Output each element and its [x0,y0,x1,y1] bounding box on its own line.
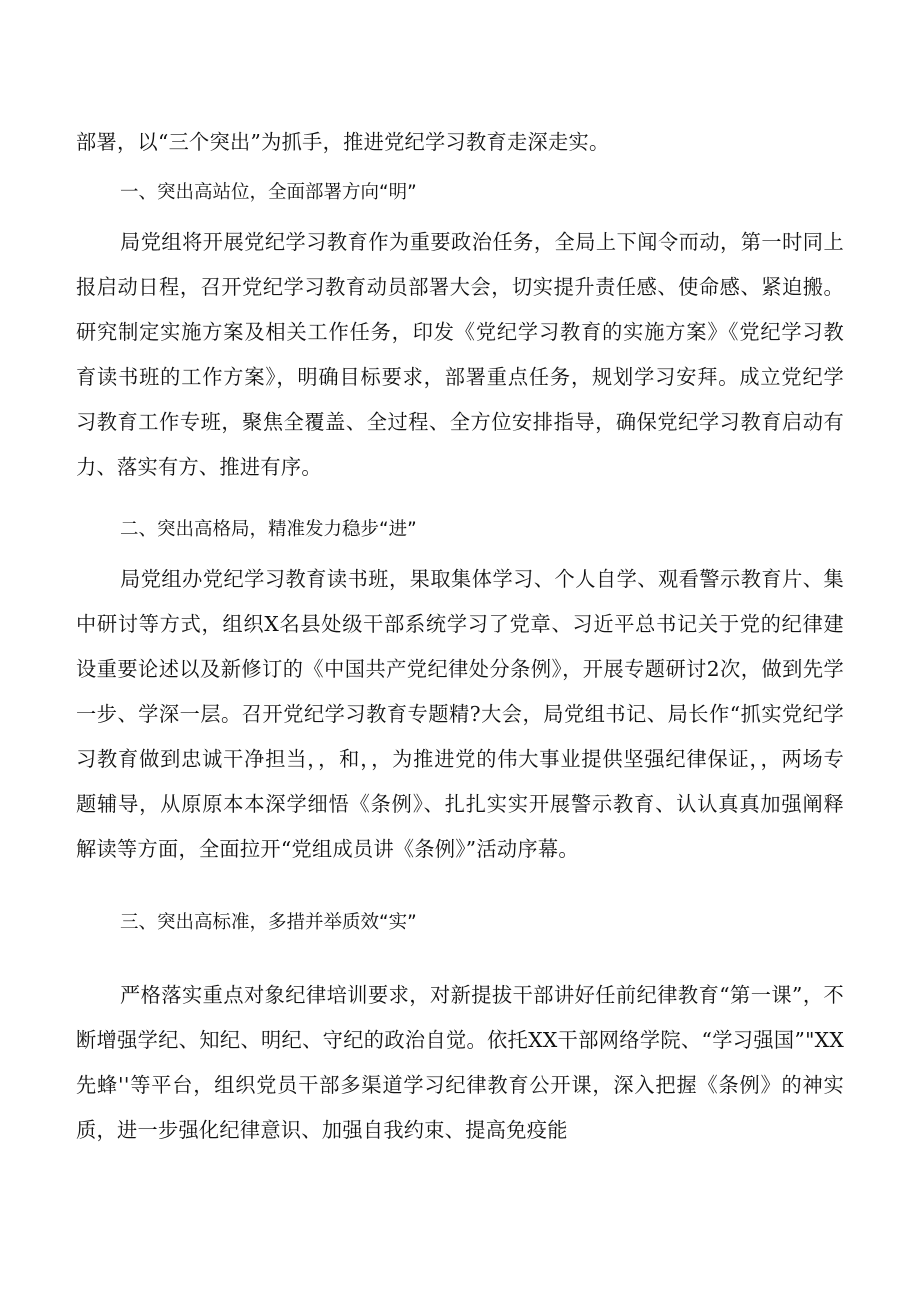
section-heading: 三、突出高标准，多措并举质效“实” [120,912,417,933]
section-heading: 二、突出高格局，精准发力稳步“进” [120,519,417,540]
body-paragraph: 严格落实重点对象纪律培训要求，对新提拔干部讲好任前纪律教育“第一课”，不断增强学纪、知纪、明纪、守纪的政治自觉。依托XX干部网络学院、“学习强国”"XX先蜂''等平台，组织党员干部多渠道学习纪律教育公开课，深入把握《条例》的神实质，进一步强化纪律意识、加强自我约束、提高免疫能 [76,983,844,1142]
body-paragraph: 部署，以“三个突出”为抓手，推进党纪学习教育走深走实。 [76,130,610,154]
spacer [76,945,844,973]
body-paragraph: 局党组将开展党纪学习教育作为重要政治任务，全局上下闻令而动，第一时同上报启动日程，召开党纪学习教育动员部署大会，切实提升责任感、使命感、紧迫搬。研究制定实施方案及相关工作任务，印发《党纪学习教育的实施方案》《党纪学习教育读书班的工作方案》，明确目标要求，部署重点任务，规划学习安拜。成立党纪学习教育工作专班，聚焦全覆盖、全过程、全方位安排指导，确保党纪学习教育启动有力、落实有方、推进有序。 [76,230,844,479]
spacer [76,490,844,507]
spacer [76,872,844,900]
section-heading: 一、突出高站位，全面部署方向“明” [120,182,417,203]
body-paragraph: 局党组办党纪学习教育读书班，果取集体学习、个人自学、观看警示教育片、集中研讨等方式，组织X名县处级干部系统学习了党章、习近平总书记关于党的纪律建设重要论述以及新修订的《中国共产党纪律处分条例》，开展专题研讨2次，做到先学一步、学深一层。召开党纪学习教育专题精?大会，局党组书记、局长作“抓实党纪学习教育做到忠诚干净担当，，和，，为推进党的伟大事业提供坚强纪律保证，，两场专题辅导，从原原本本深学细悟《条例》、扎扎实实开展警示教育、认认真真加强阐释解读等方面，全面拉开“党组成员讲《条例》”活动序幕。 [76,567,844,861]
